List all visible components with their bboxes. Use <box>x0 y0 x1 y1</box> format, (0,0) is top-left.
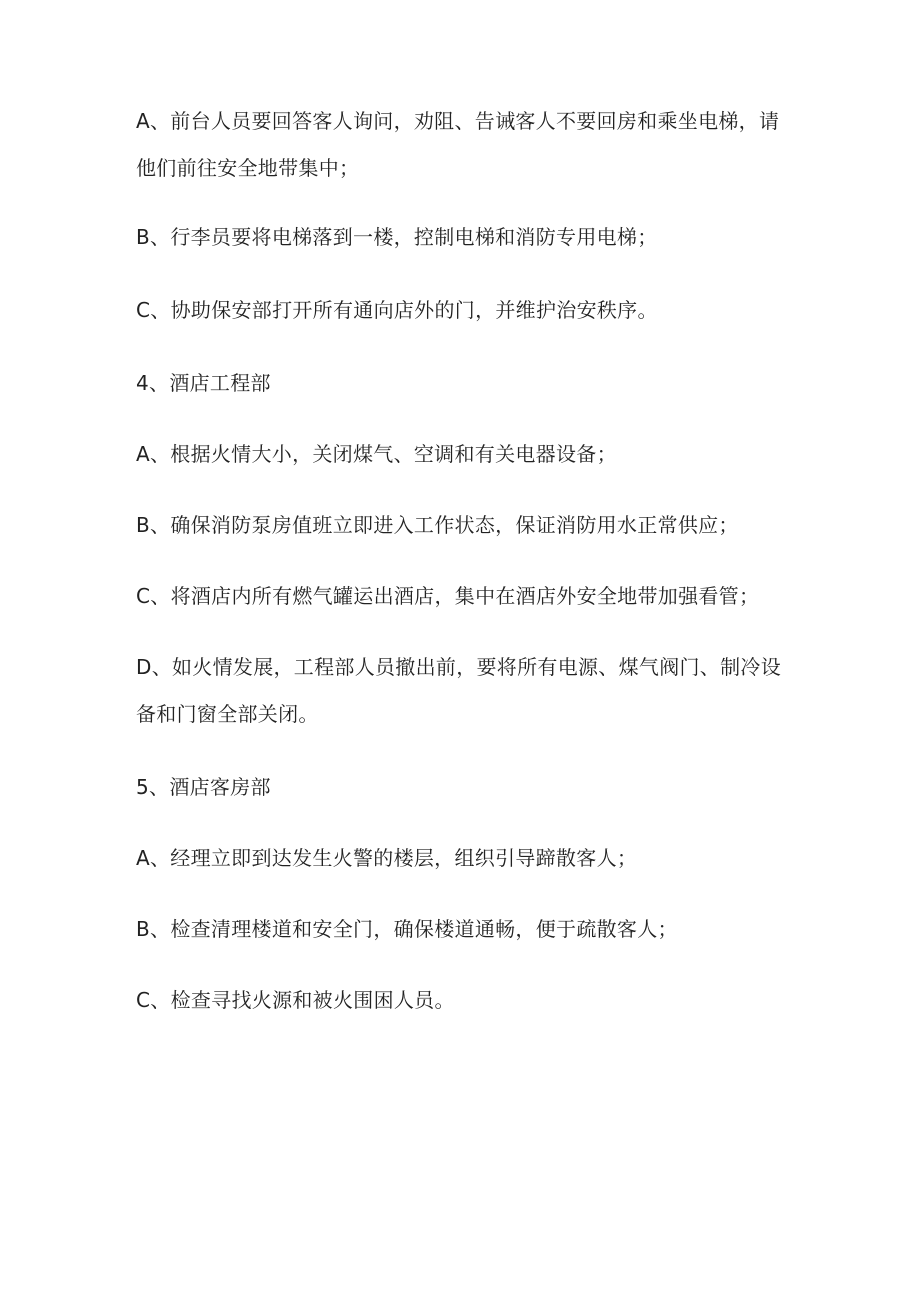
section-heading-engineering: 4、酒店工程部 <box>136 371 271 395</box>
paragraph-engineering-c: C、将酒店内所有燃气罐运出酒店，集中在酒店外安全地带加强看管； <box>136 584 760 608</box>
paragraph-housekeeping-c: C、检查寻找火源和被火围困人员。 <box>136 988 455 1012</box>
paragraph-frontdesk-a: A、前台人员要回答客人询问，劝阻、告诫客人不要回房和乘坐电梯，请他们前往安全地带集中； <box>136 109 780 180</box>
paragraph-engineering-b: B、确保消防泵房值班立即进入工作状态，保证消防用水正常供应； <box>136 513 739 537</box>
paragraph-engineering-d: D、如火情发展，工程部人员撤出前，要将所有电源、煤气阀门、制冷设备和门窗全部关闭。 <box>136 655 781 726</box>
paragraph-housekeeping-b: B、检查清理楼道和安全门，确保楼道通畅，便于疏散客人； <box>136 917 678 941</box>
paragraph-engineering-a: A、根据火情大小，关闭煤气、空调和有关电器设备； <box>136 442 617 466</box>
paragraph-housekeeping-a: A、经理立即到达发生火警的楼层，组织引导蹄散客人； <box>136 846 638 870</box>
section-heading-housekeeping: 5、酒店客房部 <box>136 775 271 799</box>
paragraph-frontdesk-b: B、行李员要将电梯落到一楼，控制电梯和消防专用电梯； <box>136 225 658 249</box>
paragraph-frontdesk-c: C、协助保安部打开所有通向店外的门，并维护治安秩序。 <box>136 298 658 322</box>
